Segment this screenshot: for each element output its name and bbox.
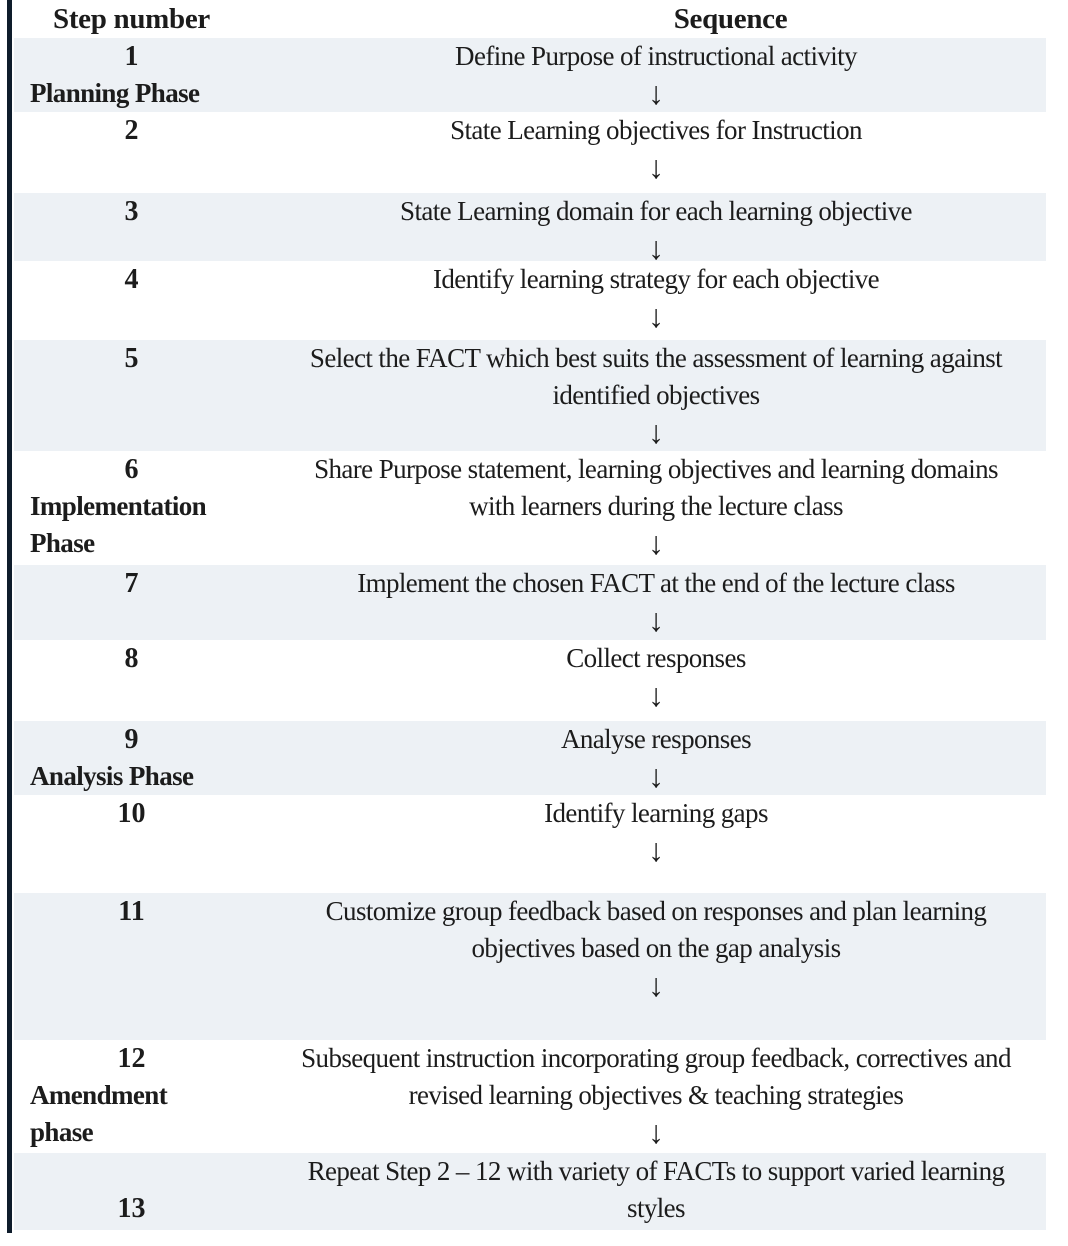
table-row [14, 340, 1046, 451]
table-row [14, 193, 1046, 266]
sequence-cell [249, 340, 1046, 451]
step-number-cell [14, 640, 249, 721]
phase-label: Planning Phase [30, 78, 200, 108]
sequence-text: State Learning domain for each learning objective [400, 196, 912, 226]
down-arrow-icon: ↓ [648, 230, 664, 266]
table-row [14, 893, 1046, 1040]
sequence-cell [249, 565, 1046, 640]
sequence-text: Repeat Step 2 – 12 with variety of FACTs to support varied learning [307, 1156, 1005, 1186]
sequence-text: with learners during the lecture class [469, 491, 843, 521]
down-arrow-icon: ↓ [648, 298, 664, 334]
step-number-cell [14, 38, 249, 112]
step-number: 5 [124, 343, 139, 374]
step-number-cell [14, 193, 249, 261]
step-number: 4 [124, 264, 139, 295]
table-header [14, 0, 1046, 38]
sequence-cell [249, 795, 1046, 893]
sequence-cell [249, 451, 1046, 565]
left-border-rule [7, 0, 12, 1233]
sequence-text: identified objectives [552, 380, 760, 410]
sequence-cell [249, 1040, 1046, 1153]
sequence-cell [249, 193, 1046, 266]
down-arrow-icon: ↓ [648, 75, 664, 111]
sequence-cell [249, 38, 1046, 112]
table-row [14, 1153, 1046, 1230]
sequence-text: Define Purpose of instructional activity [455, 41, 857, 71]
down-arrow-icon: ↓ [648, 832, 664, 868]
down-arrow-icon: ↓ [648, 602, 664, 638]
sequence-text: objectives based on the gap analysis [471, 933, 841, 963]
step-number-cell [14, 565, 249, 640]
step-number-cell [14, 721, 249, 795]
phase-label: Phase [30, 528, 95, 558]
table-row [14, 451, 1046, 565]
phase-label: phase [30, 1117, 94, 1147]
step-number: 10 [117, 798, 146, 829]
phase-label: Implementation [30, 491, 207, 521]
step-number-cell [14, 451, 249, 565]
sequence-text: State Learning objectives for Instruction [450, 115, 862, 145]
step-number: 12 [117, 1043, 146, 1074]
sequence-text: Customize group feedback based on responses and plan learning [325, 896, 987, 926]
sequence-text: styles [627, 1193, 685, 1223]
table-row [14, 565, 1046, 640]
step-number-cell [14, 261, 249, 340]
steps-table [14, 0, 1046, 1230]
step-number: 11 [118, 896, 145, 927]
step-number-cell [14, 893, 249, 1040]
sequence-text: Identify learning strategy for each objective [432, 264, 880, 294]
sequence-text: Implement the chosen FACT at the end of the lecture class [357, 568, 955, 598]
step-number: 8 [124, 643, 139, 674]
step-number-cell [14, 112, 249, 193]
sequence-text: Identify learning gaps [544, 798, 768, 828]
table-row [14, 795, 1046, 893]
sequence-cell [249, 261, 1046, 340]
step-number: 3 [124, 196, 139, 227]
sequence-cell [249, 893, 1046, 1040]
step-number: 2 [124, 115, 139, 146]
sequence-text: Collect responses [566, 643, 746, 673]
down-arrow-icon: ↓ [648, 967, 664, 1003]
header-sequence: Sequence [673, 3, 788, 35]
sequence-text: revised learning objectives & teaching strategies [408, 1080, 904, 1110]
sequence-cell [249, 640, 1046, 721]
sequence-text: Share Purpose statement, learning objectives and learning domains [314, 454, 998, 484]
down-arrow-icon: ↓ [648, 677, 664, 713]
step-number: 7 [124, 568, 139, 599]
step-number: 1 [124, 41, 139, 72]
sequence-text: Subsequent instruction incorporating group feedback, correctives and [301, 1043, 1011, 1073]
step-number-cell [14, 340, 249, 451]
sequence-cell [249, 721, 1046, 795]
sequence-cell [249, 1153, 1046, 1230]
table-row [14, 640, 1046, 721]
down-arrow-icon: ↓ [648, 758, 664, 794]
phase-label: Amendment [30, 1080, 168, 1110]
table-row [14, 38, 1046, 112]
step-number: 13 [117, 1193, 146, 1224]
step-number-cell [14, 1040, 249, 1153]
down-arrow-icon: ↓ [648, 149, 664, 185]
sequence-text: Select the FACT which best suits the assessment of learning against [309, 343, 1003, 373]
step-number: 9 [124, 724, 139, 755]
phase-label: Analysis Phase [30, 761, 194, 791]
down-arrow-icon: ↓ [648, 1114, 664, 1150]
header-step-number: Step number [52, 3, 211, 35]
step-number-cell [14, 795, 249, 893]
down-arrow-icon: ↓ [648, 525, 664, 561]
sequence-cell [249, 112, 1046, 193]
sequence-text: Analyse responses [560, 724, 751, 754]
down-arrow-icon: ↓ [648, 414, 664, 450]
step-number: 6 [124, 454, 139, 485]
table-row [14, 261, 1046, 340]
table-body [14, 38, 1046, 1230]
table-row [14, 112, 1046, 193]
table-row [14, 721, 1046, 795]
table-row [14, 1040, 1046, 1153]
step-number-cell [14, 1153, 249, 1230]
